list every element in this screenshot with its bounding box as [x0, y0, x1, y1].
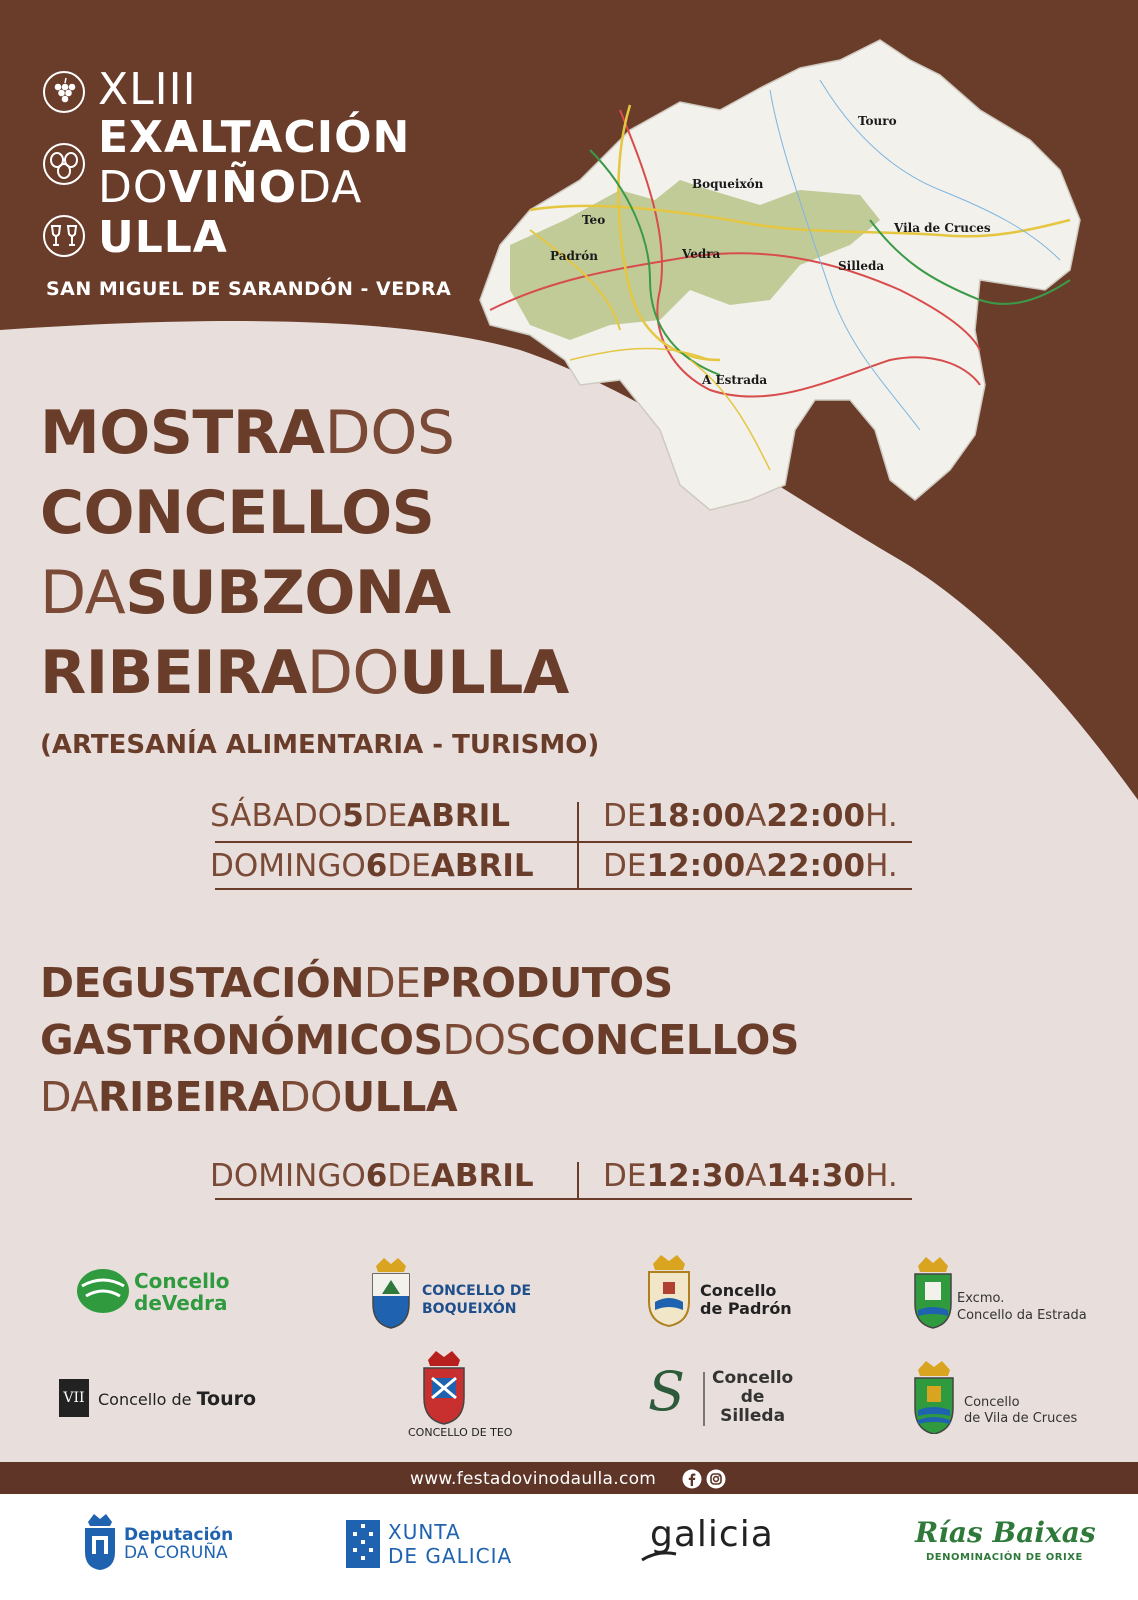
- time-de: DE: [603, 1158, 647, 1194]
- silleda-line-3: Silleda: [720, 1406, 786, 1426]
- end-time: 22:00: [766, 798, 866, 834]
- schedule-divider: [215, 841, 912, 843]
- vila-de-cruces-coat-of-arms-icon: [912, 1358, 956, 1434]
- xunta-line-2: DE GALICIA: [388, 1544, 513, 1568]
- date-de: DE: [363, 798, 408, 834]
- wine-glasses-icon: [42, 214, 86, 258]
- day-name: DOMINGO: [210, 1158, 366, 1194]
- vila-de-cruces-logo-text: [964, 1395, 1077, 1427]
- deg-word: PRODUTOS: [420, 959, 673, 1007]
- time-h: H.: [865, 1158, 898, 1194]
- map-label-padron: Padrón: [550, 249, 598, 263]
- mostra-line-1-a: MOSTRA: [40, 398, 325, 468]
- xunta-flag-icon: [346, 1520, 380, 1568]
- region-map: [470, 30, 1110, 530]
- deg-word: GASTRONÓMICOS: [40, 1016, 443, 1064]
- deg-word: DO: [279, 1073, 342, 1121]
- day-number: 6: [365, 1158, 388, 1194]
- deputacion-line-1: Deputación: [124, 1525, 234, 1545]
- time-a: A: [745, 798, 767, 834]
- title-line-3: ULLA: [98, 212, 228, 263]
- website-link[interactable]: www.festadovinodaulla.com: [410, 1469, 657, 1489]
- mostra-line-3: [40, 558, 451, 628]
- boqueixon-line-1: CONCELLO DE: [422, 1283, 532, 1299]
- padron-logo-text: [700, 1282, 792, 1318]
- deg-word: CONCELLOS: [530, 1016, 799, 1064]
- boqueixon-line-2: BOQUEIXÓN: [422, 1301, 517, 1317]
- map-label-teo: Teo: [582, 213, 606, 227]
- title-line-1: EXALTACIÓN: [98, 112, 411, 163]
- silleda-logo-text: [712, 1369, 793, 1426]
- time-a: A: [745, 1158, 767, 1194]
- time-a: A: [745, 848, 767, 884]
- estrada-logo-text: [957, 1290, 1087, 1324]
- end-time: 14:30: [766, 1158, 866, 1194]
- touro-logo-text: [98, 1388, 256, 1410]
- deg-word: DA: [40, 1073, 98, 1121]
- deg-word: ULLA: [341, 1073, 458, 1121]
- vedra-line-1: Concello: [134, 1269, 230, 1293]
- cruces-line-1: Concello: [964, 1395, 1020, 1410]
- mostra-line-1: [40, 398, 455, 468]
- date-de: DE: [387, 1158, 431, 1194]
- deg-word: DE: [364, 959, 421, 1007]
- cruces-line-2: de Vila de Cruces: [964, 1411, 1078, 1426]
- deputacion-line-2: DA CORUÑA: [124, 1543, 228, 1563]
- padron-coat-of-arms-icon: [645, 1252, 693, 1328]
- map-label-a-estrada: A Estrada: [702, 373, 768, 387]
- event-location: SAN MIGUEL DE SARANDÓN - VEDRA: [46, 278, 452, 300]
- start-time: 12:00: [646, 848, 746, 884]
- degustacion-line-3: [40, 1069, 457, 1125]
- deg-word: RIBEIRA: [97, 1073, 280, 1121]
- time-de: DE: [603, 848, 647, 884]
- schedule2-date: [210, 1158, 534, 1194]
- month: ABRIL: [430, 1158, 534, 1194]
- schedule1-date-2: [210, 848, 534, 884]
- degustacion-line-1: [40, 955, 673, 1011]
- touro-line-2: Touro: [196, 1388, 257, 1410]
- day-number: 5: [342, 798, 364, 834]
- touro-line-1: Concello de: [98, 1390, 192, 1409]
- silleda-line-1: Concello: [712, 1368, 794, 1388]
- schedule2-time: [603, 1158, 898, 1194]
- teo-coat-of-arms-icon: [420, 1348, 468, 1426]
- estrada-line-1: Excmo.: [957, 1291, 1005, 1306]
- mostra-line-3-a: DA: [40, 558, 126, 628]
- silleda-logo-mark: S: [648, 1360, 685, 1423]
- date-de: DE: [387, 848, 431, 884]
- rias-baixas-logo: Rías Baixas: [915, 1516, 1096, 1549]
- schedule-divider: [215, 1198, 912, 1200]
- deg-word: DOS: [442, 1016, 531, 1064]
- schedule-separator: [577, 1162, 579, 1198]
- edition-number: XLIII: [98, 64, 197, 115]
- boqueixon-coat-of-arms-icon: [370, 1256, 412, 1330]
- padron-line-1: Concello: [700, 1281, 777, 1300]
- degustacion-line-2: [40, 1012, 799, 1068]
- time-de: DE: [603, 798, 647, 834]
- galicia-swoosh-icon: [640, 1548, 680, 1564]
- mostra-line-4: [40, 638, 569, 708]
- start-time: 18:00: [646, 798, 746, 834]
- schedule1-time-2: [603, 848, 898, 884]
- mostra-line-3-b: SUBZONA: [125, 558, 451, 628]
- mostra-line-4-b: DO: [306, 638, 400, 708]
- day-name: DOMINGO: [210, 848, 366, 884]
- map-label-vedra: Vedra: [682, 247, 721, 261]
- deputacion-logo-text: [124, 1526, 233, 1562]
- vedra-logo-icon: [76, 1268, 130, 1314]
- map-label-boqueixon: Boqueixón: [692, 177, 764, 191]
- silleda-line-2: de: [740, 1387, 765, 1407]
- mostra-subtitle: (ARTESANÍA ALIMENTARIA - TURISMO): [40, 730, 600, 760]
- mostra-line-1-b: DOS: [324, 398, 455, 468]
- grapes-icon: [42, 70, 86, 114]
- deputacion-coat-of-arms-icon: [82, 1512, 118, 1572]
- day-name: SÁBADO: [210, 798, 343, 834]
- schedule-separator: [577, 802, 579, 888]
- silleda-separator: [703, 1372, 705, 1426]
- day-number: 6: [365, 848, 388, 884]
- rias-baixas-subtitle: DENOMINACIÓN DE ORIXE: [926, 1552, 1083, 1563]
- mostra-line-4-c: ULLA: [399, 638, 569, 708]
- mostra-line-2: CONCELLOS: [40, 478, 435, 548]
- time-h: H.: [865, 848, 898, 884]
- map-label-silleda: Silleda: [838, 259, 885, 273]
- barrels-icon: [42, 142, 86, 186]
- estrada-line-2: Concello da Estrada: [957, 1308, 1087, 1323]
- facebook-icon[interactable]: [682, 1469, 702, 1489]
- xunta-logo-text: [388, 1520, 512, 1568]
- title-line-2-b: VIÑO: [168, 162, 298, 213]
- start-time: 12:30: [646, 1158, 746, 1194]
- map-label-vila-de-cruces: Vila de Cruces: [894, 221, 991, 235]
- touro-logo-mark: VII: [59, 1379, 89, 1417]
- deg-word: DEGUSTACIÓN: [40, 959, 365, 1007]
- time-h: H.: [865, 798, 898, 834]
- vedra-line-2: deVedra: [134, 1291, 228, 1315]
- estrada-coat-of-arms-icon: [912, 1254, 954, 1330]
- boqueixon-logo-text: [422, 1282, 531, 1318]
- end-time: 22:00: [766, 848, 866, 884]
- mostra-line-4-a: RIBEIRA: [40, 638, 307, 708]
- padron-line-2: de Padrón: [700, 1299, 792, 1318]
- galicia-logo: galicia: [650, 1514, 774, 1555]
- month: ABRIL: [430, 848, 534, 884]
- map-label-touro: Touro: [858, 114, 897, 128]
- xunta-line-1: XUNTA: [388, 1520, 461, 1544]
- teo-logo-text: CONCELLO DE TEO: [408, 1426, 513, 1439]
- month: ABRIL: [407, 798, 511, 834]
- schedule1-time-1: [603, 798, 898, 834]
- title-line-2: [98, 164, 362, 212]
- schedule1-date-1: [210, 798, 510, 834]
- title-line-2-a: DO: [98, 162, 169, 213]
- vedra-logo-text: [134, 1270, 230, 1314]
- title-line-2-c: DA: [297, 162, 363, 213]
- schedule-divider: [215, 888, 912, 890]
- instagram-icon[interactable]: [706, 1469, 726, 1489]
